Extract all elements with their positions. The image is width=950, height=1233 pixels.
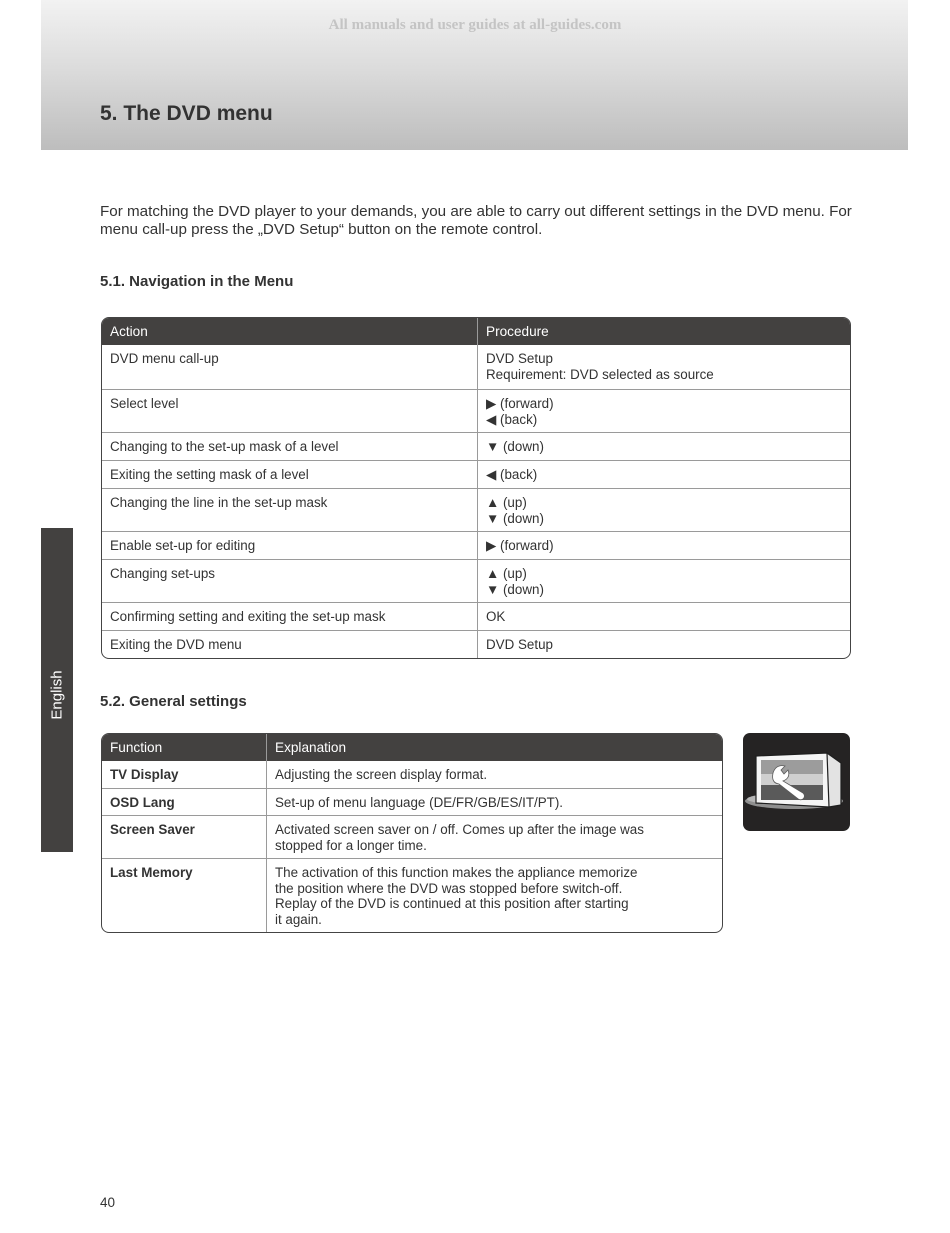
explanation-line: it again.: [275, 911, 322, 927]
procedure-cell: [477, 389, 850, 432]
procedure-line: DVD Setup: [486, 351, 553, 366]
table-header-row: [102, 734, 722, 761]
intro-paragraph: For matching the DVD player to your demands, you are able to carry out different settings in the DVD menu. For menu call-up press the „DVD Setup“ button on the remote control.: [100, 203, 852, 238]
explanation-cell: [266, 815, 722, 858]
header-explanation: Explanation: [266, 734, 722, 761]
action-cell: DVD menu call-up: [110, 351, 219, 366]
page-number: 40: [100, 1195, 116, 1210]
function-cell: Last Memory: [102, 858, 266, 932]
header-procedure: Procedure: [477, 318, 850, 345]
tv-settings-wrench-icon: [743, 733, 850, 831]
procedure-cell: [477, 488, 850, 531]
action-cell: Exiting the setting mask of a level: [102, 460, 477, 488]
action-cell: Changing the line in the set-up mask: [102, 488, 477, 531]
navigation-table: [101, 317, 851, 659]
explanation-line: Replay of the DVD is continued at this position after starting: [275, 896, 629, 911]
procedure-line: ▼ (down): [486, 581, 544, 597]
table-row: [102, 389, 850, 432]
table-row: [102, 559, 850, 602]
procedure-line: ◀ (back): [486, 467, 538, 482]
explanation-line: Set-up of menu language (DE/FR/GB/ES/IT/PT).: [275, 794, 564, 810]
table-row: [102, 488, 850, 531]
procedure-cell: [477, 630, 850, 658]
procedure-line: DVD Setup: [486, 637, 553, 652]
procedure-line: OK: [486, 609, 506, 624]
procedure-line: ▲ (up): [486, 495, 527, 510]
watermark: All manuals and user guides at all-guides.com: [328, 17, 622, 33]
general-settings-heading: 5.2. General settings: [100, 693, 247, 710]
explanation-line: The activation of this function makes the appliance memorize: [275, 865, 638, 880]
procedure-cell: [477, 432, 850, 460]
procedure-line: ▶ (forward): [486, 538, 554, 553]
explanation-line: Activated screen saver on / off. Comes up after the image was: [275, 822, 644, 837]
function-cell: OSD Lang: [102, 788, 266, 816]
procedure-cell: [477, 531, 850, 559]
action-cell: Exiting the DVD menu: [102, 630, 477, 658]
procedure-line: Requirement: DVD selected as source: [486, 366, 714, 382]
action-cell: Changing set-ups: [102, 559, 477, 602]
table-row: [102, 788, 722, 816]
explanation-cell: [266, 761, 722, 788]
table-row: [102, 531, 850, 559]
general-settings-table: [101, 733, 723, 933]
procedure-cell: [477, 460, 850, 488]
table-row: [102, 858, 722, 932]
explanation-line: Adjusting the screen display format.: [275, 767, 488, 782]
procedure-cell: [477, 559, 850, 602]
action-cell: Confirming setting and exiting the set-up mask: [102, 602, 477, 630]
explanation-cell: [266, 858, 722, 932]
table-header-row: [102, 318, 850, 345]
navigation-heading: 5.1. Navigation in the Menu: [100, 273, 294, 290]
procedure-line: ▶ (forward): [486, 396, 554, 411]
procedure-cell: [477, 345, 850, 389]
procedure-cell: [477, 602, 850, 630]
procedure-line: ▼ (down): [486, 510, 544, 526]
function-cell: Screen Saver: [102, 815, 266, 858]
explanation-cell: [266, 788, 722, 816]
side-tab-label: English: [48, 670, 66, 720]
table-row: [102, 345, 850, 389]
header-function: Function: [102, 734, 266, 761]
table-row: [102, 815, 722, 858]
function-cell: TV Display: [110, 767, 179, 782]
action-cell: Changing to the set-up mask of a level: [102, 432, 477, 460]
header-action: Action: [102, 318, 477, 345]
procedure-line: ▲ (up): [486, 566, 527, 581]
explanation-line: stopped for a longer time.: [275, 837, 427, 853]
action-cell: Enable set-up for editing: [102, 531, 477, 559]
procedure-line: ▼ (down): [486, 439, 544, 454]
table-row: [102, 460, 850, 488]
table-row: [102, 602, 850, 630]
action-cell: Select level: [102, 389, 477, 432]
table-row: [102, 432, 850, 460]
table-row: [102, 630, 850, 658]
explanation-line: the position where the DVD was stopped before switch-off.: [275, 880, 623, 896]
page-title: 5. The DVD menu: [100, 102, 273, 125]
procedure-line: ◀ (back): [486, 411, 538, 427]
table-row: [102, 761, 722, 788]
